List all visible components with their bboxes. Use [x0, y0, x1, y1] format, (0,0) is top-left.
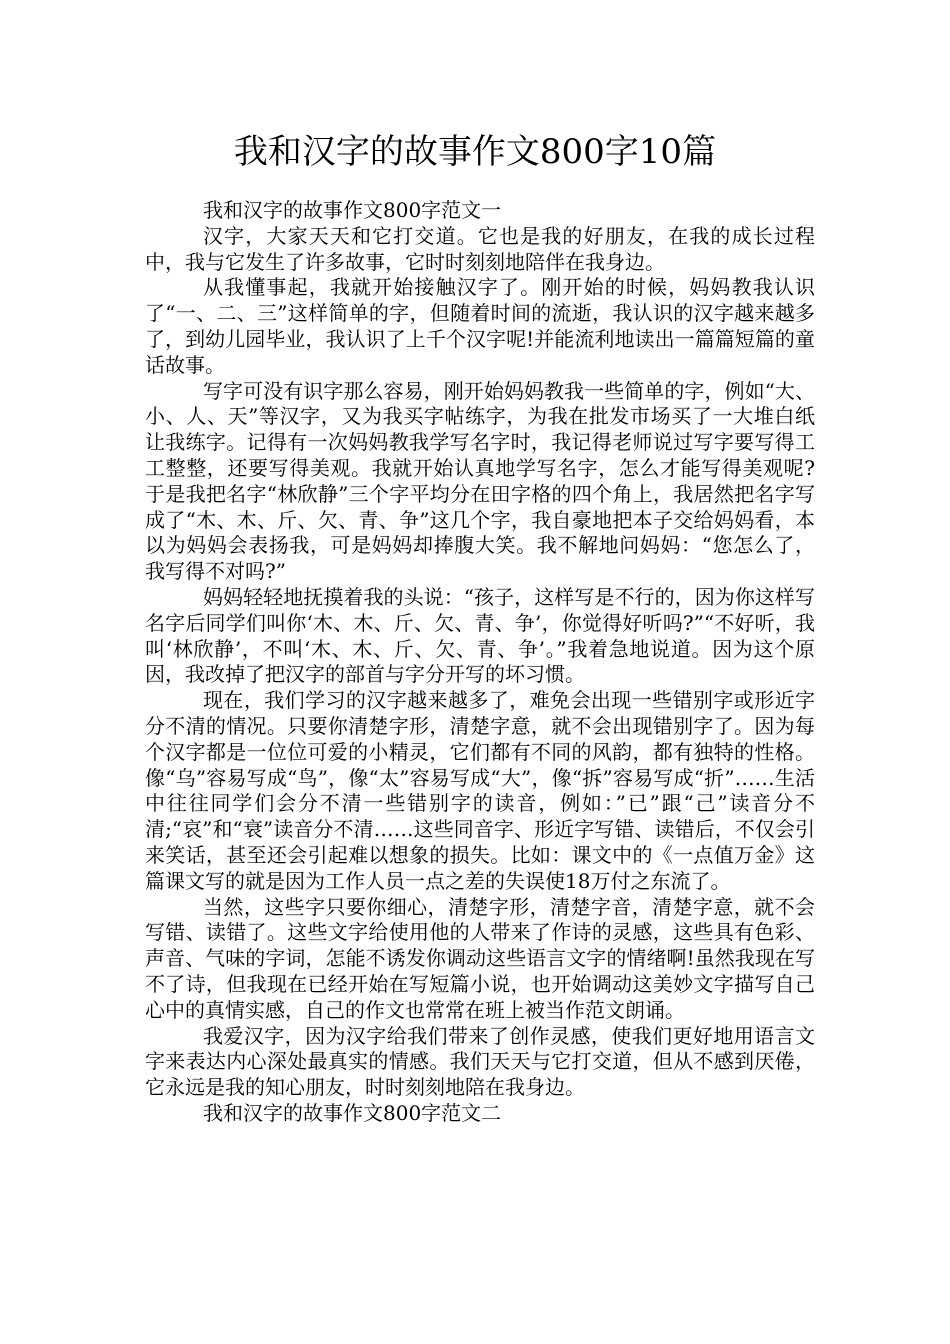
- paragraph: 汉字，大家天天和它打交道。它也是我的好朋友，在我的成长过程中，我与它发生了许多故事，它时时刻刻地陪伴在我身边。: [145, 223, 815, 274]
- paragraph: 现在，我们学习的汉字越来越多了，难免会出现一些错别字或形近字分不清的情况。只要你清楚字形，清楚字意，就不会出现错别字了。因为每个汉字都是一位位可爱的小精灵，它们都有不同的风韵，都有独特的性格。像“乌”容易写成“鸟”，像“太”容易写成“大”，像“拆”容易写成“折”……生活中往往同学们会分不清一些错别字的读音，例如：”已”跟“己”读音分不清;“哀”和“衰”读音分不清……这些同音字、形近字写错、读错后，不仅会引来笑话，甚至还会引起难以想象的损失。比如：课文中的《一点值万金》这篇课文写的就是因为工作人员一点之差的失误使18万付之东流了。: [145, 688, 815, 893]
- paragraph: 写字可没有识字那么容易，刚开始妈妈教我一些简单的字，例如“大、小、人、天”等汉字，又为我买字帖练字，为我在批发市场买了一大堆白纸让我练字。记得有一次妈妈教我学写名字时，我记得老师说过写字要写得工工整整，还要写得美观。我就开始认真地学写名字，怎么才能写得美观呢?于是我把名字“林欣静”三个字平均分在田字格的四个角上，我居然把名字写成了“木、木、斤、欠、青、争”这几个字，我自豪地把本子交给妈妈看，本以为妈妈会表扬我，可是妈妈却捧腹大笑。我不解地问妈妈：“您怎么了，我写得不对吗?”: [145, 378, 815, 584]
- document-title: 我和汉字的故事作文800字10篇: [233, 132, 717, 172]
- paragraph: 我爱汉字，因为汉字给我们带来了创作灵感，使我们更好地用语言文字来表达内心深处最真实的情感。我们天天与它打交道，但从不感到厌倦，它永远是我的知心朋友，时时刻刻地陪在我身边。: [145, 1023, 815, 1100]
- paragraph: 从我懂事起，我就开始接触汉字了。刚开始的时候，妈妈教我认识了“一、二、三”这样简单的字，但随着时间的流逝，我认识的汉字越来越多了，到幼儿园毕业，我认识了上千个汉字呢!并能流利地读出一篇篇短篇的童话故事。: [145, 275, 815, 377]
- paragraph: 当然，这些字只要你细心，清楚字形，清楚字音，清楚字意，就不会写错、读错了。这些文字给使用他的人带来了作诗的灵感，这些具有色彩、声音、气味的字词，怎能不诱发你调动这些语言文字的情绪啊!虽然我现在写不了诗，但我现在已经开始在写短篇小说，也开始调动这美妙文字描写自己心中的真情实感，自己的作文也常常在班上被当作范文朗诵。: [145, 894, 815, 1022]
- paragraph: 妈妈轻轻地抚摸着我的头说：“孩子，这样写是不行的，因为你这样写名字后同学们叫你‘木、木、斤、欠、青、争’，你觉得好听吗?”“不好听，我叫‘林欣静’，不叫‘木、木、斤、欠、青、争’。”我着急地说道。因为这个原因，我改掉了把汉字的部首与字分开写的坏习惯。: [145, 584, 815, 687]
- section-heading-1: 我和汉字的故事作文800字范文一: [203, 198, 502, 222]
- document-body: [145, 198, 815, 1127]
- section-heading-2: 我和汉字的故事作文800字范文二: [203, 1100, 502, 1125]
